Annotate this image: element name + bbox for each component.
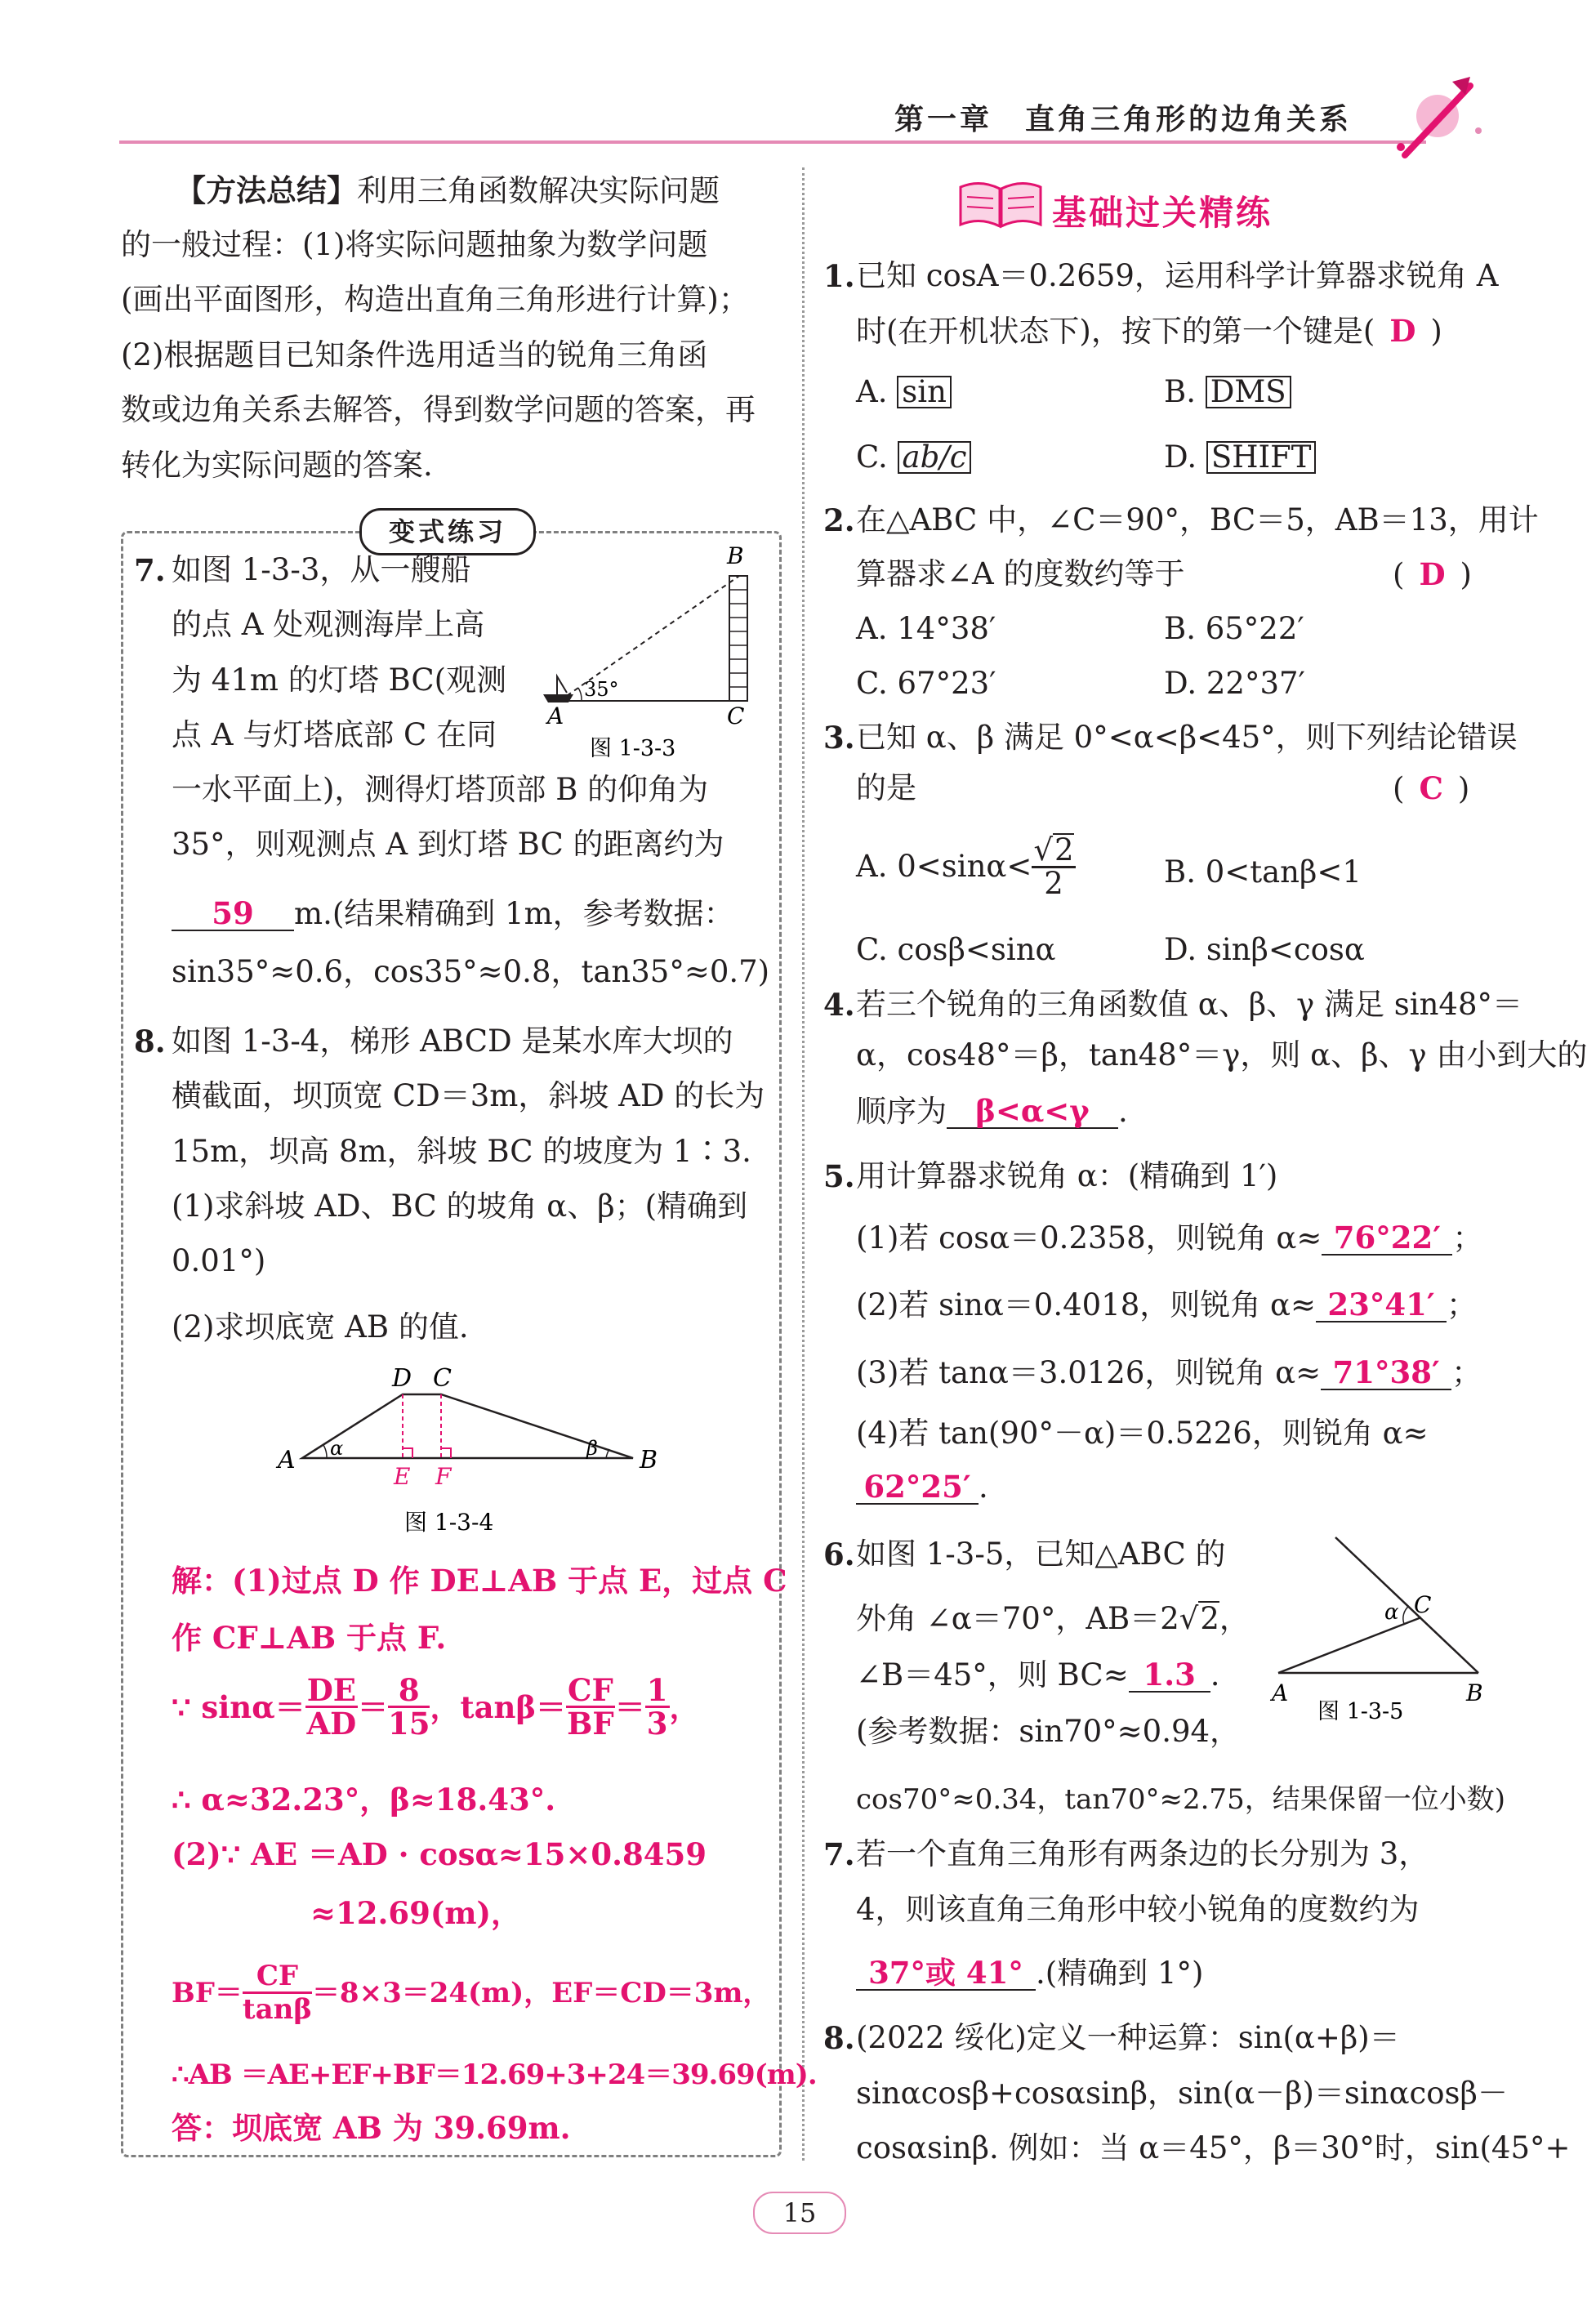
b6-line-3: ∠B＝45°，则 BC≈ 1.3 . xyxy=(856,1657,1220,1693)
q7-point-c: C xyxy=(727,702,745,729)
dms-key: DMS xyxy=(1206,376,1291,408)
b4-answer: β<α<γ xyxy=(947,1095,1118,1129)
q8-sub-1: (1)求斜坡 AD、BC 的坡角 α、β；(精确到 xyxy=(172,1189,748,1224)
svg-text:A: A xyxy=(278,1446,296,1474)
b3-number: 3. xyxy=(823,720,855,756)
q7-line-4: 点 A 与灯塔底部 C 在同 xyxy=(172,717,497,752)
b3-answer-paren: ( C ) xyxy=(1393,770,1470,806)
q7-reference: sin35°≈0.6，cos35°≈0.8，tan35°≈0.7) xyxy=(172,954,770,989)
solution-line-5: (2)∵ AE ＝AD · cosα≈15×0.8459 xyxy=(172,1836,707,1872)
b6-line-4: (参考数据：sin70°≈0.94， xyxy=(856,1714,1241,1749)
q7-point-b: B xyxy=(727,542,744,569)
b5-answer-3: 71°38′ xyxy=(1321,1356,1451,1390)
q8-figure-caption: 图 1-3-4 xyxy=(404,1509,494,1536)
b2-answer-paren: ( D ) xyxy=(1393,556,1472,592)
solution-line-2: 作 CF⊥AB 于点 F. xyxy=(172,1620,447,1656)
b5-answer-4: 62°25′ xyxy=(856,1470,979,1505)
q7-line-6: 35°，则观测点 A 到灯塔 BC 的距离约为 xyxy=(172,827,724,862)
b1-option-b: B. DMS xyxy=(1164,376,1291,408)
b5-sub-2: (2)若 sinα＝0.4018，则锐角 α≈ 23°41′ ； xyxy=(856,1287,1478,1322)
b2-option-d: D. 22°37′ xyxy=(1164,666,1305,701)
practice-banner: 变式练习 xyxy=(359,508,536,555)
b1-option-a: A. sin xyxy=(856,376,952,408)
b3-answer: C xyxy=(1419,770,1443,806)
method-line-2: 的一般过程：(1)将实际问题抽象为数学问题 xyxy=(121,227,708,262)
shift-key: SHIFT xyxy=(1206,441,1317,474)
svg-text:C: C xyxy=(1414,1591,1432,1618)
q7-figure-caption: 图 1-3-3 xyxy=(590,736,676,761)
b7-answer-line: 37°或 41° .(精确到 1°) xyxy=(856,1956,1203,1991)
b8-line-1: (2022 绥化)定义一种运算：sin(α+β)＝ xyxy=(856,2020,1400,2055)
ship-icon xyxy=(543,694,573,702)
svg-text:F: F xyxy=(435,1463,452,1490)
b4-line-1: 若三个锐角的三角函数值 α、β、γ 满足 sin48°＝ xyxy=(856,987,1523,1022)
fraction-key: ab/c xyxy=(898,441,972,474)
b4-line-3: 顺序为 β<α<γ . xyxy=(856,1093,1128,1129)
b2-line-2: 算器求∠A 的度数约等于 xyxy=(856,556,1185,591)
b5-answer-2: 23°41′ xyxy=(1316,1288,1447,1322)
figure-1-3-4 xyxy=(270,1360,662,1548)
method-line-3: (画出平面图形，构造出直角三角形进行计算)； xyxy=(121,282,749,317)
svg-text:C: C xyxy=(433,1364,452,1393)
q7-number: 7. xyxy=(134,552,166,588)
svg-text:B: B xyxy=(1466,1679,1483,1706)
b3-line-1: 已知 α、β 满足 0°<α<β<45°，则下列结论错误 xyxy=(856,720,1518,755)
b1-option-d: D. SHIFT xyxy=(1164,441,1316,474)
b7-line-2: 4，则该直角三角形中较小锐角的度数约为 xyxy=(856,1892,1420,1927)
b7-answer: 37°或 41° xyxy=(856,1956,1036,1991)
b5-answer-1: 76°22′ xyxy=(1322,1221,1452,1256)
method-line-5: 数或边角关系去解答，得到数学问题的答案，再 xyxy=(121,392,756,427)
solution-line-4: ∴ α≈32.23°，β≈18.43°. xyxy=(172,1782,556,1818)
method-line-6: 转化为实际问题的答案. xyxy=(121,448,433,483)
b5-line-1: 用计算器求锐角 α：(精确到 1′) xyxy=(856,1158,1278,1193)
page-number-badge xyxy=(753,2192,846,2234)
b8-line-2: sinαcosβ+cosαsinβ，sin(α－β)＝sinαcosβ－ xyxy=(856,2076,1508,2111)
b5-answer-4-line: 62°25′ . xyxy=(856,1470,988,1505)
q7-angle-label: 35° xyxy=(584,678,619,701)
method-label: 【方法总结】 xyxy=(176,172,357,208)
svg-text:α: α xyxy=(330,1437,344,1460)
b8-line-3: cosαsinβ. 例如：当 α＝45°，β＝30°时，sin(45°+ xyxy=(856,2130,1571,2165)
b6-answer: 1.3 xyxy=(1129,1658,1210,1693)
solution-line-7: BF＝ $\frac{CF}{\tan\beta}$ ＝8×3＝24(m)，EF＝CD＝3m， xyxy=(172,1960,771,2026)
q8-line-3: 15m，坝高 8m，斜坡 BC 的坡度为 1∶3. xyxy=(172,1134,751,1169)
b7-line-1: 若一个直角三角形有两条边的长分别为 3， xyxy=(856,1836,1429,1871)
svg-text:β: β xyxy=(586,1437,598,1460)
b6-figure-caption: 图 1-3-5 xyxy=(1317,1699,1404,1724)
book-icon xyxy=(956,176,1045,233)
method-line-1: 【方法总结】利用三角函数解决实际问题 xyxy=(176,172,720,208)
q7-answer: 59 xyxy=(172,897,294,931)
solution-answer: 答：坝底宽 AB 为 39.69m. xyxy=(172,2110,571,2146)
svg-text:E: E xyxy=(394,1463,411,1490)
b2-option-b: B. 65°22′ xyxy=(1164,611,1304,646)
b1-option-c: C. ab/c xyxy=(856,441,971,474)
page-number: 15 xyxy=(782,2197,817,2228)
svg-text:D: D xyxy=(392,1364,412,1393)
sin-key: sin xyxy=(897,376,952,408)
b2-option-a: A. 14°38′ xyxy=(856,611,996,646)
b5-sub-1: (1)若 cosα＝0.2358，则锐角 α≈ 76°22′ ； xyxy=(856,1220,1483,1256)
q8-line-2: 横截面，坝顶宽 CD＝3m，斜坡 AD 的长为 xyxy=(172,1078,765,1113)
q8-sub-2: (2)求坝底宽 AB 的值. xyxy=(172,1309,469,1345)
pencil-icon xyxy=(1380,65,1495,163)
solution-line-1: 解：(1)过点 D 作 DE⊥AB 于点 E，过点 C xyxy=(172,1563,787,1599)
b2-option-c: C. 67°23′ xyxy=(856,666,996,701)
b6-line-5: cos70°≈0.34，tan70°≈2.75，结果保留一位小数) xyxy=(856,1783,1505,1816)
q7-answer-line: 59 m.(结果精确到 1m，参考数据： xyxy=(172,897,734,931)
solution-line-3: ∵ sinα＝ $\frac{DE}{AD}$ ＝ $\frac{8}{15}$ ，tanβ＝ $\frac{CF}{BF}$ ＝ $\frac{1}{3}$ ， xyxy=(172,1672,700,1742)
b4-number: 4. xyxy=(823,987,855,1023)
q8-number: 8. xyxy=(134,1024,166,1059)
solution-line-6: ≈12.69(m)， xyxy=(310,1895,522,1931)
q7-line-5: 一水平面上)，测得灯塔顶部 B 的仰角为 xyxy=(172,772,709,807)
b3-option-c: C. cosβ<sinα xyxy=(856,932,1056,967)
chapter-title: 第一章 直角三角形的边角关系 xyxy=(894,102,1353,136)
b6-line-2: 外角 ∠α＝70°，AB＝2√2， xyxy=(856,1601,1250,1636)
b6-number: 6. xyxy=(823,1537,855,1572)
b1-line-2: 时(在开机状态下)，按下的第一个键是( D ) xyxy=(856,313,1442,349)
b2-answer: D xyxy=(1419,556,1446,592)
svg-text:A: A xyxy=(1272,1679,1289,1706)
b4-line-2: α，cos48°＝β，tan48°＝γ，则 α、β、γ 由小到大的 xyxy=(856,1037,1588,1073)
b3-option-b: B. 0<tanβ<1 xyxy=(1164,854,1362,890)
b1-number: 1. xyxy=(823,258,855,294)
svg-text:α: α xyxy=(1384,1600,1399,1625)
b8-number: 8. xyxy=(823,2020,855,2056)
b3-line-2: 的是 xyxy=(856,770,916,805)
solution-line-8: ∴AB ＝AE+EF+BF＝12.69+3+24＝39.69(m). xyxy=(172,2058,817,2091)
b1-answer: D xyxy=(1389,313,1416,349)
b6-line-1: 如图 1-3-5，已知△ABC 的 xyxy=(856,1537,1226,1572)
b1-line-1: 已知 cosA＝0.2659，运用科学计算器求锐角 A xyxy=(856,258,1499,293)
svg-text:B: B xyxy=(640,1446,658,1474)
b5-sub-3: (3)若 tanα＝3.0126，则锐角 α≈ 71°38′ ； xyxy=(856,1354,1482,1390)
b3-option-a: A. 0<sinα< $\frac{√2}{2}$ xyxy=(856,832,1074,901)
q7-line-2: 的点 A 处观测海岸上高 xyxy=(172,607,485,642)
method-line-4: (2)根据题目已知条件选用适当的锐角三角函 xyxy=(121,337,708,372)
q8-sub-1b: 0.01°) xyxy=(172,1243,266,1278)
figure-1-3-3 xyxy=(523,539,768,768)
q7-line-3: 为 41m 的灯塔 BC(观测 xyxy=(172,662,507,698)
figure-1-3-5 xyxy=(1262,1528,1491,1724)
b2-number: 2. xyxy=(823,502,855,538)
basics-title: 基础过关精练 xyxy=(1052,193,1273,233)
header-rule xyxy=(119,140,1426,144)
q7-line-1: 如图 1-3-3，从一艘船 xyxy=(172,552,471,587)
b5-number: 5. xyxy=(823,1158,855,1194)
b5-sub-4: (4)若 tan(90°－α)＝0.5226，则锐角 α≈ xyxy=(856,1416,1429,1451)
b2-line-1: 在△ABC 中，∠C＝90°，BC＝5，AB＝13，用计 xyxy=(856,502,1539,537)
b3-option-d: D. sinβ<cosα xyxy=(1164,932,1365,967)
q7-point-a: A xyxy=(547,702,564,729)
b7-number: 7. xyxy=(823,1836,855,1872)
q8-line-1: 如图 1-3-4，梯形 ABCD 是某水库大坝的 xyxy=(172,1024,733,1059)
column-divider xyxy=(802,167,805,2161)
